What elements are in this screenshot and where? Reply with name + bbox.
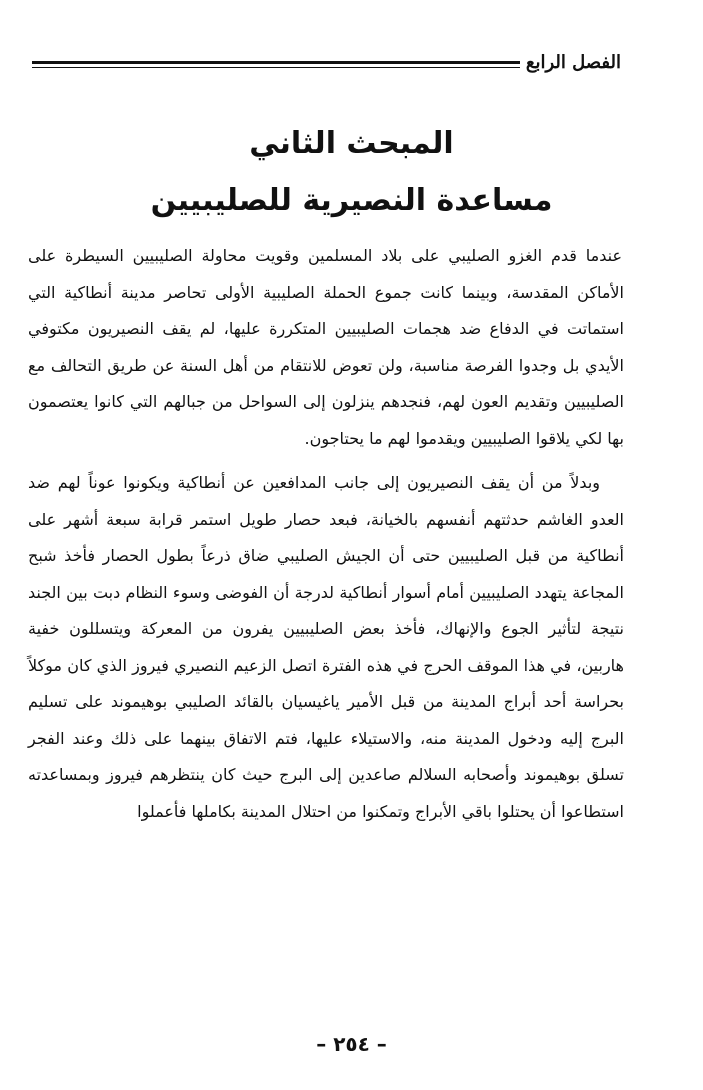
header-rule-thick	[32, 61, 520, 64]
paragraph: عندما قدم الغزو الصليبي على بلاد المسلمين وقويت محاولة الصليبيين السيطرة على الأماكن المقدسة، وبينما كانت جموع الحملة الصليبية الأولى تحاصر مدينة أنطاكية التي استماتت في الدفاع ضد هجمات الصليبيين المتكررة عليها، لم يقف النصيريون مكتوفي الأيدي بل وجدوا الفرصة مناسبة، ولن تعوض للانتقام من أهل السنة عن طريق التحالف مع الصليبيين وتقديم العون لهم، فنجدهم ينزلون إلى السواحل من جبالهم التي كانوا يعتصمون بها لكي يلاقوا الصليبيين ويقدموا لهم ما يحتاجون.	[28, 246, 624, 448]
section-heading: المبحث الثاني	[249, 126, 454, 161]
header-rule-thin	[32, 67, 520, 68]
paragraph: وبدلاً من أن يقف النصيريون إلى جانب المدافعين عن أنطاكية ويكونوا عوناً لهم ضد العدو الغاشم حدثتهم أنفسهم بالخيانة، فبعد حصار طويل استمر قرابة سبعة أشهر على أنطاكية من قبل الصليبيين حتى أن الجيش الصليبي ضاق ذرعاً بطول الحصار فأخذ شبح المجاعة يتهدد الصليبيين أمام أسوار أنطاكية لدرجة أن الفوضى وسوء النظام دبت بين الجند نتيجة لتأثير الجوع والإنهاك، فأخذ بعض الصليبيين يفرون من المعركة ويتسللون خفية هاربين، في هذا الموقف الحرج في هذه الفترة اتصل الزعيم النصيري فيروز الذي كان موكلاً بحراسة أحد أبراج المدينة من قبل الأمير ياغيسيان بالقائد الصليبي بوهيموند على تسليم البرج إليه ودخول المدينة منه، والاستيلاء عليها، فتم الاتفاق بينهما على ذلك وعند الفجر تسلق بوهيموند وأصحابه السلالم صاعدين إلى البرج حيث كان ينتظرهم فيروز وبمساعدته استطاعوا أن يحتلوا باقي الأبراج وتمكنوا من احتلال المدينة بكاملها فأعملوا	[28, 473, 624, 821]
section-subheading: مساعدة النصيرية للصليبيين	[150, 183, 553, 218]
page-number: – ٢٥٤ –	[316, 1032, 387, 1056]
body-text	[28, 238, 624, 830]
chapter-title: الفصل الرابع	[525, 52, 621, 73]
